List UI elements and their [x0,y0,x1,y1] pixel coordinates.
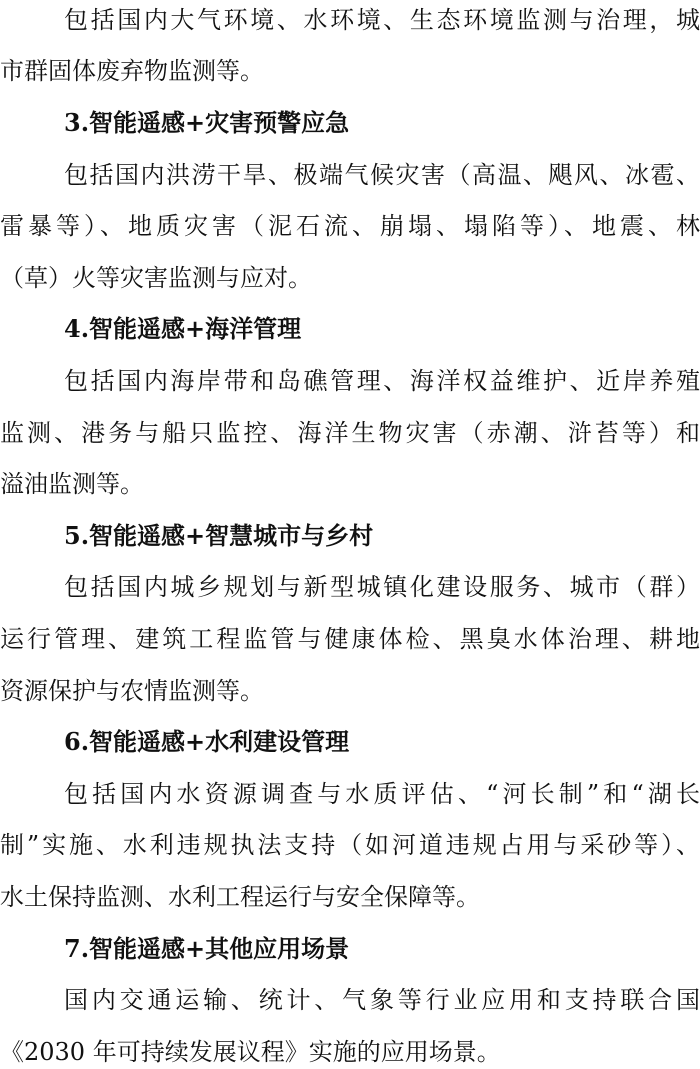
paragraph-line: 包括国内城乡规划与新型城镇化建设服务、城市（群） [64,573,700,601]
paragraph-line: 制”实施、水利违规执法支持（如河道违规占用与采砂等）、 [0,831,700,859]
paragraph-line: 运行管理、建筑工程监管与健康体检、黑臭水体治理、耕地 [0,625,700,653]
paragraph-line: 溢油监测等。 [0,470,144,498]
section-heading-6: 6.智能遥感+水利建设管理 [64,727,350,756]
section-heading-3: 3.智能遥感+灾害预警应急 [64,108,350,137]
paragraph-line: （草）火等灾害监测与应对。 [0,264,312,292]
section-heading-4: 4.智能遥感+海洋管理 [64,314,302,343]
paragraph-line: 监测、港务与船只监控、海洋生物灾害（赤潮、浒苔等）和 [0,419,700,447]
paragraph-line: 市群固体废弃物监测等。 [0,57,264,85]
paragraph-line: 包括国内海岸带和岛礁管理、海洋权益维护、近岸养殖 [64,367,700,395]
paragraph-line: 《2030 年可持续发展议程》实施的应用场景。 [0,1038,501,1066]
paragraph-line: 国内交通运输、统计、气象等行业应用和支持联合国 [64,986,700,1014]
paragraph-line: 资源保护与农情监测等。 [0,677,264,705]
paragraph-line: 雷暴等）、地质灾害（泥石流、崩塌、塌陷等）、地震、林 [0,212,700,240]
paragraph-line: 包括国内洪涝干旱、极端气候灾害（高温、飓风、冰雹、 [64,161,700,189]
paragraph-line: 包括国内水资源调查与水质评估、“河长制”和“湖长 [64,780,700,808]
section-heading-5: 5.智能遥感+智慧城市与乡村 [64,521,374,550]
paragraph-line: 水土保持监测、水利工程运行与安全保障等。 [0,883,480,911]
paragraph-line: 包括国内大气环境、水环境、生态环境监测与治理，城 [64,6,700,34]
section-heading-7: 7.智能遥感+其他应用场景 [64,934,350,963]
